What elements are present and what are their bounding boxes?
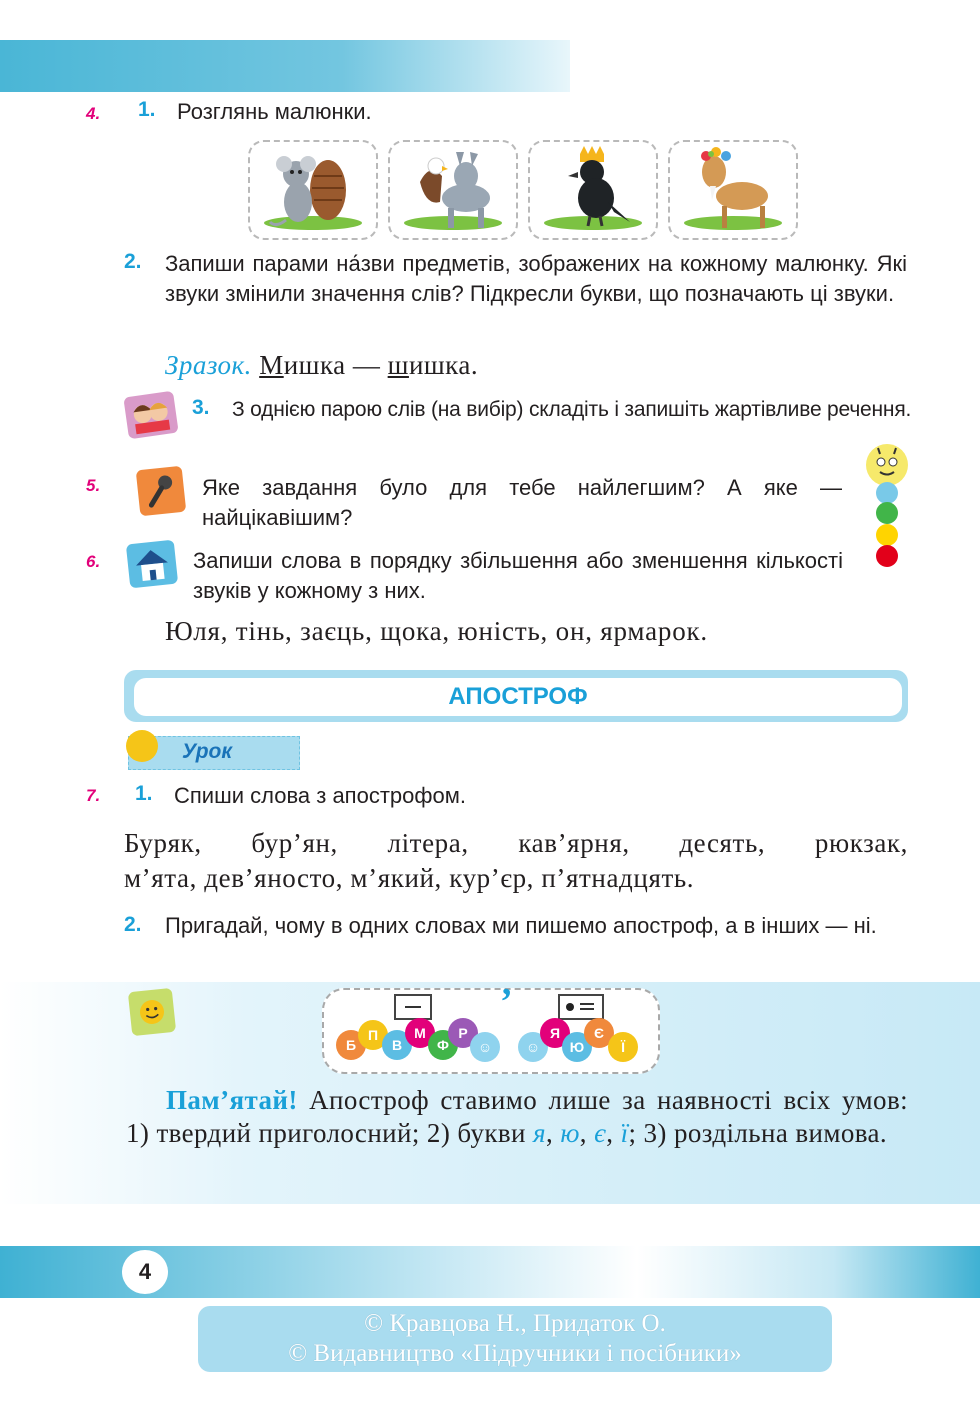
sample-word-1-rest: ишка xyxy=(283,350,346,380)
task-text-write-pairs: Запиши парами на́зви предметів, зображених на кожному малюнку. Які звуки змінили значення слів? Підкресли букви, що позначають ці звуки. xyxy=(165,251,907,306)
task-number-3: 3. xyxy=(192,396,210,419)
page-number: 4 xyxy=(122,1250,168,1294)
consonant-bead: Ф xyxy=(428,1030,458,1060)
house-icon xyxy=(126,540,178,589)
sample-underlined-letter-2: ш xyxy=(387,350,409,380)
task-text-look: Розглянь малюнки. xyxy=(177,99,372,124)
picture-goat-wreath xyxy=(668,140,798,240)
task-number-1: 1. xyxy=(138,98,156,121)
consonant-bead: П xyxy=(358,1020,388,1050)
sample-line xyxy=(165,350,478,381)
exercise-number-5: 5. xyxy=(86,476,101,495)
vowel-bead: Я xyxy=(540,1018,570,1048)
vowel-bead: Ю xyxy=(562,1032,592,1062)
task-number-2: 2. xyxy=(124,250,142,273)
exercise-6-text: Запиши слова в порядку збільшення або зменшення кількості звуків у кожному з них. xyxy=(193,548,843,603)
consonant-bead: Б xyxy=(336,1030,366,1060)
letter-ye: є xyxy=(594,1118,607,1148)
consonant-bead: М xyxy=(405,1018,435,1048)
vowel-bead: Ї xyxy=(608,1032,638,1062)
words-line-1: Буряк, бур’ян, літера, кав’ярня, десять, рюкзак, xyxy=(124,828,908,858)
red-dot xyxy=(876,545,898,567)
task-number-7-2: 2. xyxy=(124,913,142,936)
remember-label: Пам’ятай! xyxy=(166,1085,298,1115)
hard-consonant-symbol xyxy=(394,994,432,1020)
comma: , xyxy=(579,1118,595,1148)
exercise-number-4: 4. xyxy=(86,104,101,123)
sample-dash: — xyxy=(345,350,388,380)
smile-bead-icon: ☺ xyxy=(518,1032,548,1062)
letter-ya: я xyxy=(533,1118,546,1148)
rule-text-2: ; 3) роздільна вимова. xyxy=(628,1118,888,1148)
picture-crow-crown xyxy=(528,140,658,240)
consonant-bead: Р xyxy=(448,1018,478,1048)
picture-eagle-donkey xyxy=(388,140,518,240)
heading-apostrophe: АПОСТРОФ xyxy=(134,678,902,716)
copyright-publisher: © Видавництво «Підручники і посібники» xyxy=(288,1340,742,1367)
microphone-icon xyxy=(136,466,187,517)
copyright-box xyxy=(198,1306,832,1372)
letter-yi: ї xyxy=(620,1118,629,1148)
exercise-number-7: 7. xyxy=(86,786,101,805)
apostrophe-mark: ’ xyxy=(500,981,513,1023)
sample-label: Зразок. xyxy=(165,350,252,380)
blue-dot xyxy=(876,482,898,504)
sample-word-2-rest: ишка. xyxy=(408,350,479,380)
consonant-bead: В xyxy=(382,1030,412,1060)
task-text-joke-sentence: З однією парою слів (на вибір) складіть і запишіть жартівливе речення. xyxy=(232,398,912,421)
letter-yu: ю xyxy=(560,1118,580,1148)
exercise-5-text: Яке завдання було для тебе найлегшим? А яке — найцікавішим? xyxy=(202,475,842,530)
smile-bead-icon: ☺ xyxy=(470,1032,500,1062)
exercise-7-words xyxy=(124,826,908,896)
sample-underlined-letter-1: М xyxy=(259,350,284,380)
vowel-bead: Є xyxy=(584,1018,614,1048)
caterpillar-head-icon xyxy=(866,444,908,486)
copyright-authors: © Кравцова Н., Придаток О. xyxy=(364,1310,666,1337)
smile-icon xyxy=(128,988,176,1036)
task-text-copy-words: Спиши слова з апострофом. xyxy=(174,783,466,808)
rule-text-1: Апостроф ставимо лише за наявності всіх умов: 1) твердий приголосний; 2) букви xyxy=(126,1085,908,1148)
top-color-bar xyxy=(0,40,570,92)
exercise-6-words: Юля, тінь, заєць, щока, юність, он, ярмарок. xyxy=(165,616,708,646)
comma: , xyxy=(546,1118,561,1148)
picture-mouse-cone xyxy=(248,140,378,240)
task-text-remember-why: Пригадай, чому в одних словах ми пишемо апостроф, а в інших — ні. xyxy=(165,913,877,938)
task-number-7-1: 1. xyxy=(135,782,153,805)
yellow-dot xyxy=(876,524,898,546)
balloon-icon xyxy=(126,730,158,762)
vowel-sound-symbol xyxy=(558,994,604,1020)
green-dot xyxy=(876,502,898,524)
remember-rule xyxy=(126,1084,908,1150)
lesson-label: Урок xyxy=(182,740,232,763)
comma: , xyxy=(606,1118,621,1148)
words-line-2: м’ята, дев’яносто, м’який, кур’єр, п’ятнадцять. xyxy=(124,863,695,893)
picture-row xyxy=(248,140,798,240)
exercise-number-6: 6. xyxy=(86,552,101,571)
pair-work-icon xyxy=(123,391,178,440)
